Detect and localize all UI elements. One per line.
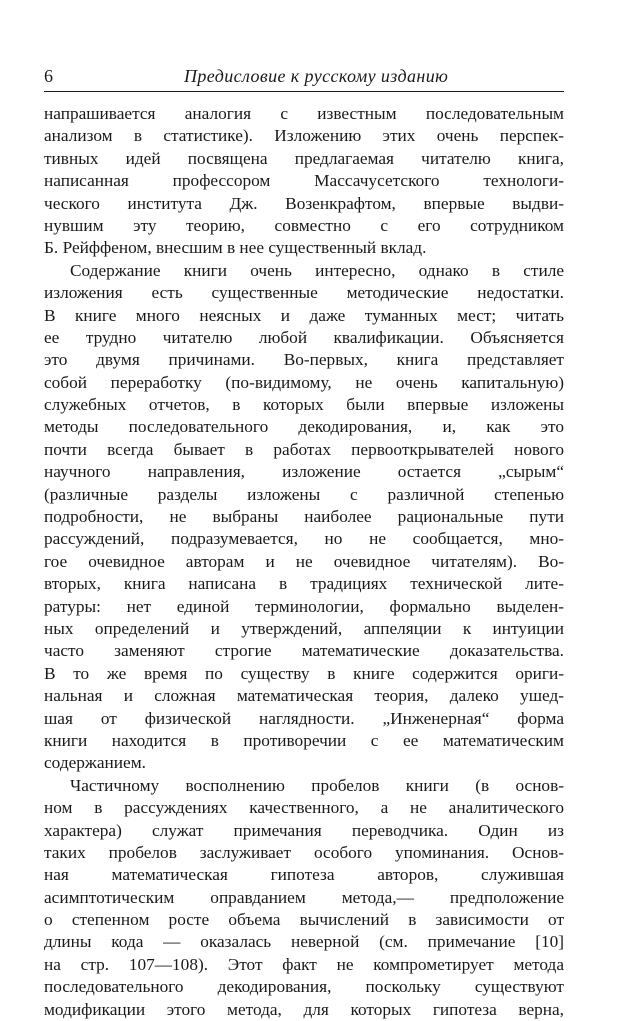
text-line: шая от физической наглядности. „Инженерная“ форма: [44, 708, 564, 728]
text-line: таких пробелов заслуживает особого упоминания. Основ-: [44, 842, 564, 862]
text-line: ее трудно читателю любой квалификации. Объясняется: [44, 327, 564, 347]
text-line: часто заменяют строгие математические доказательства.: [44, 641, 564, 661]
text-line: Б. Рейффеном, внесшим в нее существенный вклад.: [44, 238, 427, 258]
text-line: на стр. 107—108). Этот факт не компрометирует метода: [44, 954, 564, 974]
text-line: вторых, книга написана в традициях технической лите-: [44, 574, 564, 594]
text-line: В то же время по существу в книге содержится ориги-: [44, 663, 564, 683]
text-line: последовательного декодирования, поскольку существуют: [44, 977, 564, 997]
paragraph: [44, 103, 564, 260]
text-line: подробности, не выбраны наиболее рациональные пути: [44, 507, 564, 527]
text-line: Частичному восполнению пробелов книги (в основ-: [70, 775, 564, 795]
text-line: ная математическая гипотеза авторов, служившая: [44, 865, 564, 885]
text-line: анализом в статистике). Изложению этих очень перспек-: [44, 126, 564, 146]
text-line: о степенном росте объема вычислений в зависимости от: [44, 910, 564, 930]
text-line: Содержание книги очень интересно, однако в стиле: [70, 260, 564, 280]
text-line: изложения есть существенные методические недостатки.: [44, 283, 564, 303]
text-line: напрашивается аналогия с известным последовательным: [44, 104, 564, 123]
text-line: ратуры: нет единой терминологии, формально выделен-: [44, 596, 564, 616]
text-line: ных определений и утверждений, аппеляции к интуиции: [44, 618, 564, 638]
text-line: ческого института Дж. Возенкрафтом, впервые выдви-: [44, 193, 564, 213]
paragraph: [44, 775, 564, 1021]
text-line: это двумя причинами. Во-первых, книга представляет: [44, 350, 564, 370]
text-line: тивных идей посвящена предлагаемая читателю книга,: [44, 148, 564, 168]
text-line: гое очевидное авторам и не очевидное читателям). Во-: [44, 551, 564, 571]
text-line: нувшим эту теорию, совместно с его сотрудником: [44, 215, 564, 235]
text-line: книги находится в противоречии с ее математическим: [44, 730, 564, 750]
text-line: написанная профессором Массачусетского технологи-: [44, 171, 564, 191]
paragraph: [44, 260, 564, 775]
text-line: нальная и сложная математическая теория, далеко ушед-: [44, 686, 564, 706]
text-line: научного направления, изложение остается „сырым“: [44, 462, 564, 482]
body-text: [44, 103, 564, 1021]
text-line: собой переработку (по-видимому, не очень капитальную): [44, 372, 564, 392]
running-head-title: Предисловие к русскому изданию: [184, 66, 449, 86]
header-rule: [44, 91, 564, 92]
text-line: модификации этого метода, для которых гипотеза верна,: [44, 999, 564, 1019]
text-line: характера) служат примечания переводчика. Один из: [44, 820, 564, 840]
text-line: ном в рассуждениях качественного, а не аналитического: [44, 798, 564, 818]
text-line: длины кода — оказалась неверной (см. примечание [10]: [44, 932, 564, 952]
text-line: (различные разделы изложены с различной степенью: [44, 484, 564, 504]
text-line: асимптотическим оправданием метода,— предположение: [44, 887, 564, 907]
text-line: служебных отчетов, в которых были впервые изложены: [44, 395, 564, 415]
text-line: В книге много неясных и даже туманных мест; читать: [44, 305, 564, 325]
text-line: методы последовательного декодирования, и, как это: [44, 417, 564, 437]
text-line: рассуждений, подразумевается, но не сообщается, мно-: [44, 529, 564, 549]
text-line: содержанием.: [44, 753, 146, 773]
page-number: 6: [44, 66, 53, 86]
running-head: [44, 64, 564, 88]
text-line: почти всегда бывает в работах первооткрывателей нового: [44, 439, 564, 459]
